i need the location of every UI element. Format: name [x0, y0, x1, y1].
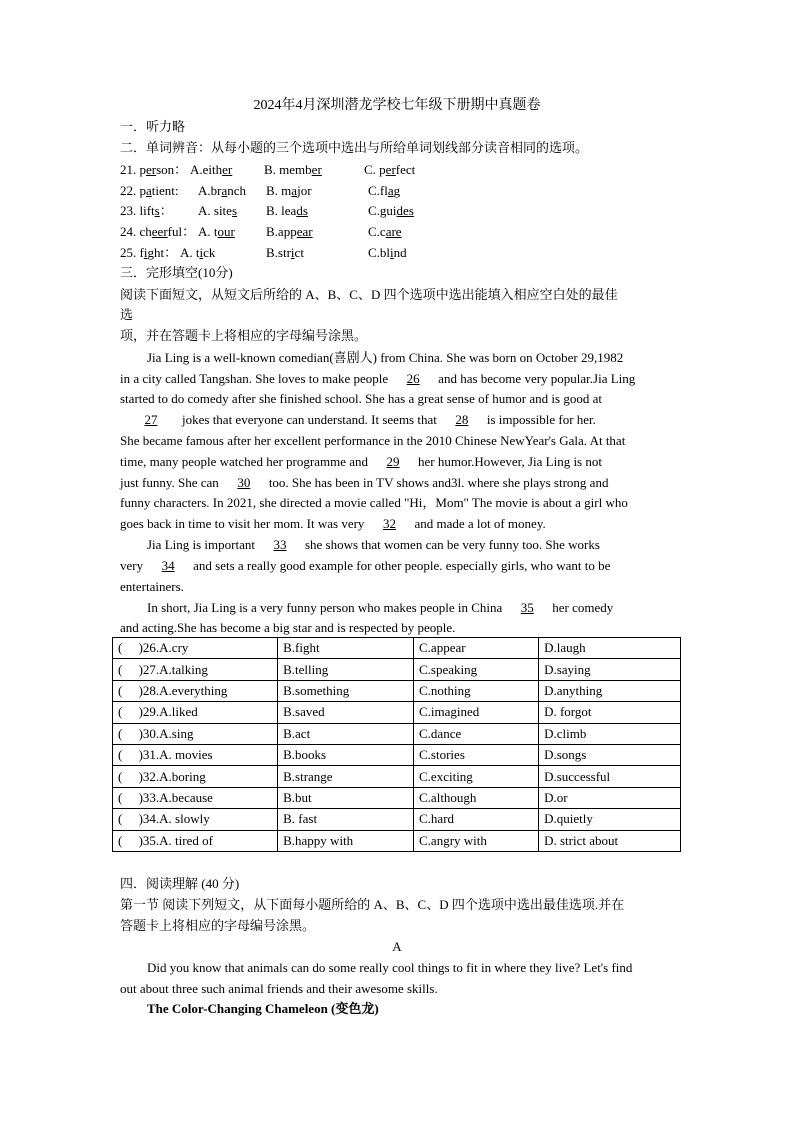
phonetic-item-24-col3	[368, 222, 402, 242]
option-cell: ( )35.A. tired of	[113, 830, 278, 851]
text: B.app	[266, 224, 297, 240]
option-cell: ( )31.A. movies	[113, 744, 278, 765]
text: entertainers.	[120, 579, 184, 594]
text: her humor.However, Jia Ling is not	[418, 454, 602, 469]
text: goes back in time to visit her mom. It was very	[120, 516, 365, 531]
option-cell: C.nothing	[414, 680, 539, 701]
text: too. She has been in TV shows and3l. where she plays strong and	[268, 475, 609, 490]
text: tient:	[151, 182, 179, 198]
option-row-35	[113, 830, 681, 851]
section2-heading: 二．单词辨音：从每小题的三个选项中选出与所给单词划线部分读音相同的选项。	[120, 140, 589, 155]
text: C.gui	[368, 203, 397, 219]
underlined-sound: des	[396, 203, 414, 219]
text: A.br	[198, 182, 222, 198]
text: Jia Ling is a well-known comedian(喜剧人) from China. She was born on October 29,1982	[147, 350, 624, 365]
phonetic-item-22-col2	[266, 181, 312, 201]
option-cell: D. forgot	[539, 702, 681, 723]
phonetic-item-25-col0	[120, 243, 177, 263]
option-row-33	[113, 787, 681, 808]
passage-a-line2: out about three such animal friends and their awesome skills.	[120, 981, 438, 996]
text: 25. f	[120, 244, 144, 260]
option-cell: C.angry with	[414, 830, 539, 851]
text: and acting.She has become a big star and is respected by people.	[120, 620, 456, 635]
underlined-sound: our	[217, 224, 235, 240]
option-cell: D.saying	[539, 659, 681, 680]
page-title: 2024年4月深圳潜龙学校七年级下册期中真题卷	[253, 98, 541, 113]
text: in a city called Tangshan. She loves to make people	[120, 371, 389, 386]
passage-line-14	[120, 618, 680, 638]
option-cell: D.anything	[539, 680, 681, 701]
option-row-31	[113, 744, 681, 765]
phonetic-item-23-col0	[120, 201, 173, 221]
text: fect	[395, 162, 416, 177]
section4-heading: 四．阅读理解 (40 分)	[120, 876, 240, 891]
passage-line-5	[120, 431, 680, 451]
text: she shows that women can be very funny too. She works	[304, 537, 600, 552]
passage-line-9	[120, 514, 680, 534]
option-cell: D.successful	[539, 766, 681, 787]
option-row-27	[113, 659, 681, 680]
option-cell: ( )32.A.boring	[113, 766, 278, 787]
option-cell: B.telling	[278, 659, 414, 680]
passage-label: A	[392, 939, 402, 954]
option-cell: B.fight	[278, 638, 414, 659]
text: funny characters. In 2021, she directed a movie called "Hi，Mom" The movie is about a girl who	[120, 495, 628, 510]
phonetic-item-23-col1	[198, 201, 237, 221]
text: her comedy	[552, 600, 614, 615]
passage-line-7	[120, 473, 680, 493]
section1-heading: 一．听力略	[120, 119, 186, 134]
option-cell: B.saved	[278, 702, 414, 723]
option-cell: D.quietly	[539, 809, 681, 830]
underlined-sound: i	[199, 244, 204, 260]
section3-heading: 三．完形填空(10分)	[120, 265, 233, 280]
underlined-sound: er	[385, 162, 396, 177]
text: g	[393, 182, 401, 198]
text: is impossible for her.	[486, 412, 596, 427]
passage-line-4	[120, 410, 680, 430]
passage-line-8	[120, 493, 680, 513]
underlined-sound: i	[143, 244, 148, 260]
text: A. site	[198, 203, 232, 219]
underlined-sound: er	[222, 162, 233, 177]
option-cell: ( )27.A.talking	[113, 659, 278, 680]
phonetic-item-25-col2	[266, 243, 304, 263]
phonetic-item-23-col2	[266, 201, 308, 221]
passage-a-line1: Did you know that animals can do some really cool things to fit in where they live? Let's find	[147, 960, 633, 975]
option-cell: C.hard	[414, 809, 539, 830]
text: ght：	[147, 244, 178, 260]
text: ck	[203, 244, 216, 260]
underlined-sound: s	[231, 203, 238, 219]
text: and made a lot of money.	[414, 516, 546, 531]
text: She became famous after her excellent performance in the 2010 Chinese NewYear's Gala. At that	[120, 433, 626, 448]
underlined-sound: are	[385, 224, 402, 240]
phonetic-item-24-col0	[120, 222, 195, 242]
text: and sets a really good example for other people. especially girls, who want to be	[193, 558, 611, 573]
text: B.str	[266, 244, 291, 260]
text: A. t	[180, 244, 200, 260]
blank-30: 30	[237, 475, 251, 490]
option-cell: B.books	[278, 744, 414, 765]
underlined-sound: ear	[296, 224, 313, 240]
option-cell: ( )29.A.liked	[113, 702, 278, 723]
text: C.c	[368, 224, 386, 240]
blank-33: 33	[273, 537, 287, 552]
phonetic-item-22-col1	[198, 181, 246, 201]
passage-line-1	[147, 348, 623, 368]
passage-line-11	[120, 556, 680, 576]
blank-27: 27	[144, 412, 158, 427]
phonetic-item-21-col2	[264, 160, 322, 180]
option-cell: ( )26.A.cry	[113, 638, 278, 659]
underlined-sound: a	[146, 182, 152, 198]
underlined-sound: ds	[296, 203, 308, 219]
option-cell: C.speaking	[414, 659, 539, 680]
passage-a-subtitle: The Color-Changing Chameleon (变色龙)	[147, 1001, 379, 1016]
option-cell: ( )33.A.because	[113, 787, 278, 808]
blank-32: 32	[382, 516, 396, 531]
text: son：	[156, 162, 188, 177]
option-cell: D. strict about	[539, 830, 681, 851]
phonetic-item-24-col2	[266, 222, 313, 242]
option-cell: C.appear	[414, 638, 539, 659]
text: 23. lift	[120, 203, 155, 219]
option-cell: ( )28.A.everything	[113, 680, 278, 701]
section3-instruction-line3: 项，并在答题卡上将相应的字母编号涂黑。	[120, 328, 368, 343]
phonetic-item-21-col3	[364, 160, 415, 180]
text: nd	[393, 244, 407, 260]
phonetic-item-25-col3	[368, 243, 407, 263]
blank-34: 34	[161, 558, 175, 573]
option-cell: C.imagined	[414, 702, 539, 723]
underlined-sound: er	[311, 162, 322, 177]
underlined-sound: a	[387, 182, 394, 198]
phonetic-item-21-col0	[120, 160, 187, 180]
text: C.fl	[368, 182, 388, 198]
text: Jia Ling is important	[147, 537, 255, 552]
passage-line-2	[120, 369, 680, 389]
text: A. t	[198, 224, 218, 240]
option-cell: B.strange	[278, 766, 414, 787]
text: started to do comedy after she finished school. She has a great sense of humor and is good at	[120, 391, 602, 406]
option-cell: C.stories	[414, 744, 539, 765]
text: just funny. She can	[120, 475, 219, 490]
cloze-options-table	[112, 637, 681, 852]
underlined-sound: a	[291, 182, 298, 198]
passage-line-3	[120, 389, 680, 409]
passage-line-13	[147, 598, 613, 618]
option-cell: D.or	[539, 787, 681, 808]
blank-26: 26	[406, 371, 420, 386]
text: very	[120, 558, 144, 573]
option-cell: ( )30.A.sing	[113, 723, 278, 744]
text: jor	[297, 182, 312, 198]
text: In short, Jia Ling is a very funny person who makes people in China	[147, 600, 503, 615]
text: ：	[159, 203, 173, 219]
underlined-sound: er	[146, 162, 157, 177]
underlined-sound: i	[290, 244, 295, 260]
passage-line-6	[120, 452, 680, 472]
option-row-26	[113, 638, 681, 659]
text: A.eith	[190, 162, 223, 177]
blank-28: 28	[455, 412, 469, 427]
text: and has become very popular.Jia Ling	[438, 371, 636, 386]
phonetic-item-22-col0	[120, 181, 179, 201]
option-cell: B.happy with	[278, 830, 414, 851]
text: B. memb	[264, 162, 312, 177]
option-cell: B.act	[278, 723, 414, 744]
blank-35: 35	[520, 600, 534, 615]
option-cell: C.exciting	[414, 766, 539, 787]
option-cell: D.laugh	[539, 638, 681, 659]
phonetic-item-21-col1	[190, 160, 232, 180]
text: 22. p	[120, 182, 146, 198]
blank-29: 29	[386, 454, 400, 469]
passage-line-12	[120, 577, 680, 597]
phonetic-item-24-col1	[198, 222, 235, 242]
option-cell: D.songs	[539, 744, 681, 765]
text: 24. ch	[120, 224, 152, 240]
option-row-28	[113, 680, 681, 701]
section4-instruction-line1: 第一节 阅读下列短文，从下面每小题所给的 A、B、C、D 四个选项中选出最佳选项.并在	[120, 897, 625, 912]
phonetic-item-25-col1	[180, 243, 215, 263]
option-cell: B. fast	[278, 809, 414, 830]
text: B. m	[266, 182, 292, 198]
phonetic-item-22-col3	[368, 181, 400, 201]
option-row-29	[113, 702, 681, 723]
phonetic-item-23-col3	[368, 201, 414, 221]
option-cell: ( )34.A. slowly	[113, 809, 278, 830]
text: time, many people watched her programme and	[120, 454, 368, 469]
text: C.bl	[368, 244, 391, 260]
option-cell: B.but	[278, 787, 414, 808]
underlined-sound: eer	[151, 224, 168, 240]
option-cell: B.something	[278, 680, 414, 701]
option-cell: D.climb	[539, 723, 681, 744]
text: nch	[227, 182, 247, 198]
text: C. p	[364, 162, 386, 177]
text: 21. p	[120, 162, 146, 177]
underlined-sound: i	[390, 244, 394, 260]
section4-instruction-line2: 答题卡上将相应的字母编号涂黑。	[120, 918, 316, 933]
section3-instruction-line2: 选	[120, 307, 134, 322]
text: B. lea	[266, 203, 297, 219]
text: ct	[294, 244, 304, 260]
passage-line-10	[147, 535, 600, 555]
option-row-32	[113, 766, 681, 787]
underlined-sound: a	[221, 182, 228, 198]
section3-instruction-line1: 阅读下面短文，从短文后所给的 A、B、C、D 四个选项中选出能填入相应空白处的最佳	[120, 287, 618, 302]
text: ful：	[167, 224, 196, 240]
option-row-30	[113, 723, 681, 744]
option-cell: C.although	[414, 787, 539, 808]
option-cell: C.dance	[414, 723, 539, 744]
underlined-sound: s	[154, 203, 160, 219]
option-row-34	[113, 809, 681, 830]
text: jokes that everyone can understand. It seems that	[182, 412, 437, 427]
